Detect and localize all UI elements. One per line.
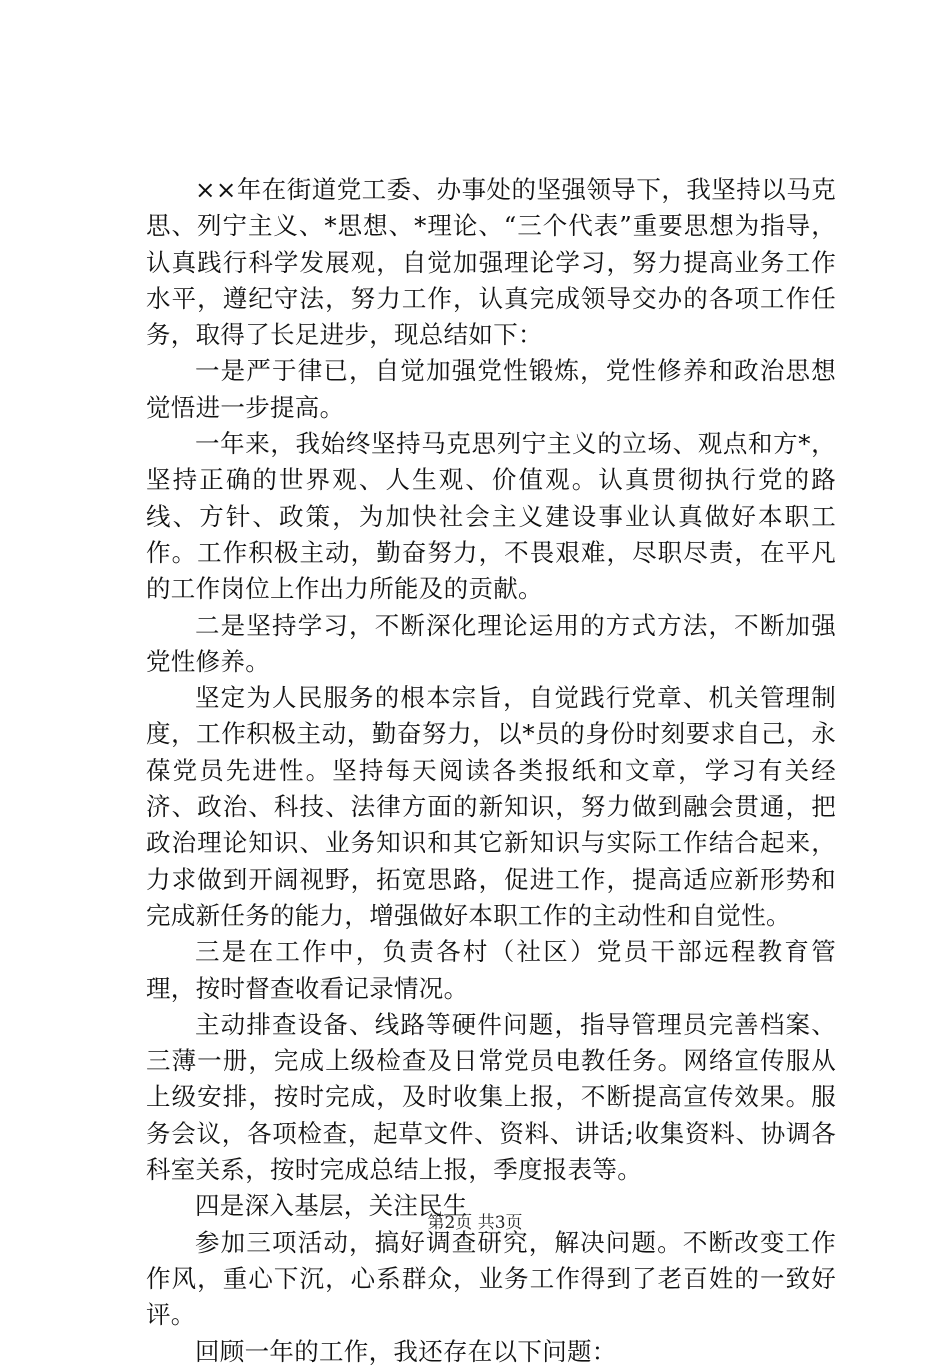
paragraph-review: 回顾一年的工作，我还存在以下问题： — [195, 1336, 617, 1366]
section-heading-1: 一是严于律已，自觉加强党性锻炼，党性修养和政治思想觉悟进一步提高。 — [146, 356, 836, 422]
section-heading-3: 三是在工作中，负责各村（社区）党员干部远程教育管理，按时督查收看记录情况。 — [146, 937, 836, 1003]
page-number-footer: 第2页 共3页 — [427, 1213, 523, 1233]
paragraph-4: 参加三项活动，搞好调查研究，解决问题。不断改变工作作风，重心下沉，心系群众，业务工作得到了老百姓的一致好评。 — [146, 1227, 836, 1330]
paragraph-intro: ××年在街道党工委、办事处的坚强领导下，我坚持以马克思、列宁主义、*思想、*理论、“三个代表”重要思想为指导，认真践行科学发展观，自觉加强理论学习，努力提高业务工作水平，遵纪守法，努力工作，认真完成领导交办的各项工作任务，取得了长足进步，现总结如下： — [146, 175, 836, 350]
paragraph-2: 坚定为人民服务的根本宗旨，自觉践行党章、机关管理制度，工作积极主动，勤奋努力，以*员的身份时刻要求自己，永葆党员先进性。坚持每天阅读各类报纸和文章，学习有关经济、政治、科技、法律方面的新知识，努力做到融会贯通，把政治理论知识、业务知识和其它新知识与实际工作结合起来，力求做到开阔视野，拓宽思路，促进工作，提高适应新形势和完成新任务的能力，增强做好本职工作的主动性和自觉性。 — [146, 683, 836, 930]
section-heading-4: 四是深入基层，关注民生 — [195, 1191, 468, 1221]
section-heading-2: 二是坚持学习，不断深化理论运用的方式方法，不断加强党性修养。 — [146, 610, 836, 676]
paragraph-3: 主动排查设备、线路等硬件问题，指导管理员完善档案、三薄一册，完成上级检查及日常党员电教任务。网络宣传服从上级安排，按时完成，及时收集上报，不断提高宣传效果。服务会议，各项检查，起草文件、资料、讲话;收集资料、协调各科室关系，按时完成总结上报，季度报表等。 — [146, 1009, 836, 1185]
paragraph-1: 一年来，我始终坚持马克思列宁主义的立场、观点和方*，坚持正确的世界观、人生观、价值观。认真贯彻执行党的路线、方针、政策，为加快社会主义建设事业认真做好本职工作。工作积极主动，勤奋努力，不畏艰难，尽职尽责，在平凡的工作岗位上作出力所能及的贡献。 — [146, 429, 836, 604]
document-body — [146, 172, 836, 1370]
